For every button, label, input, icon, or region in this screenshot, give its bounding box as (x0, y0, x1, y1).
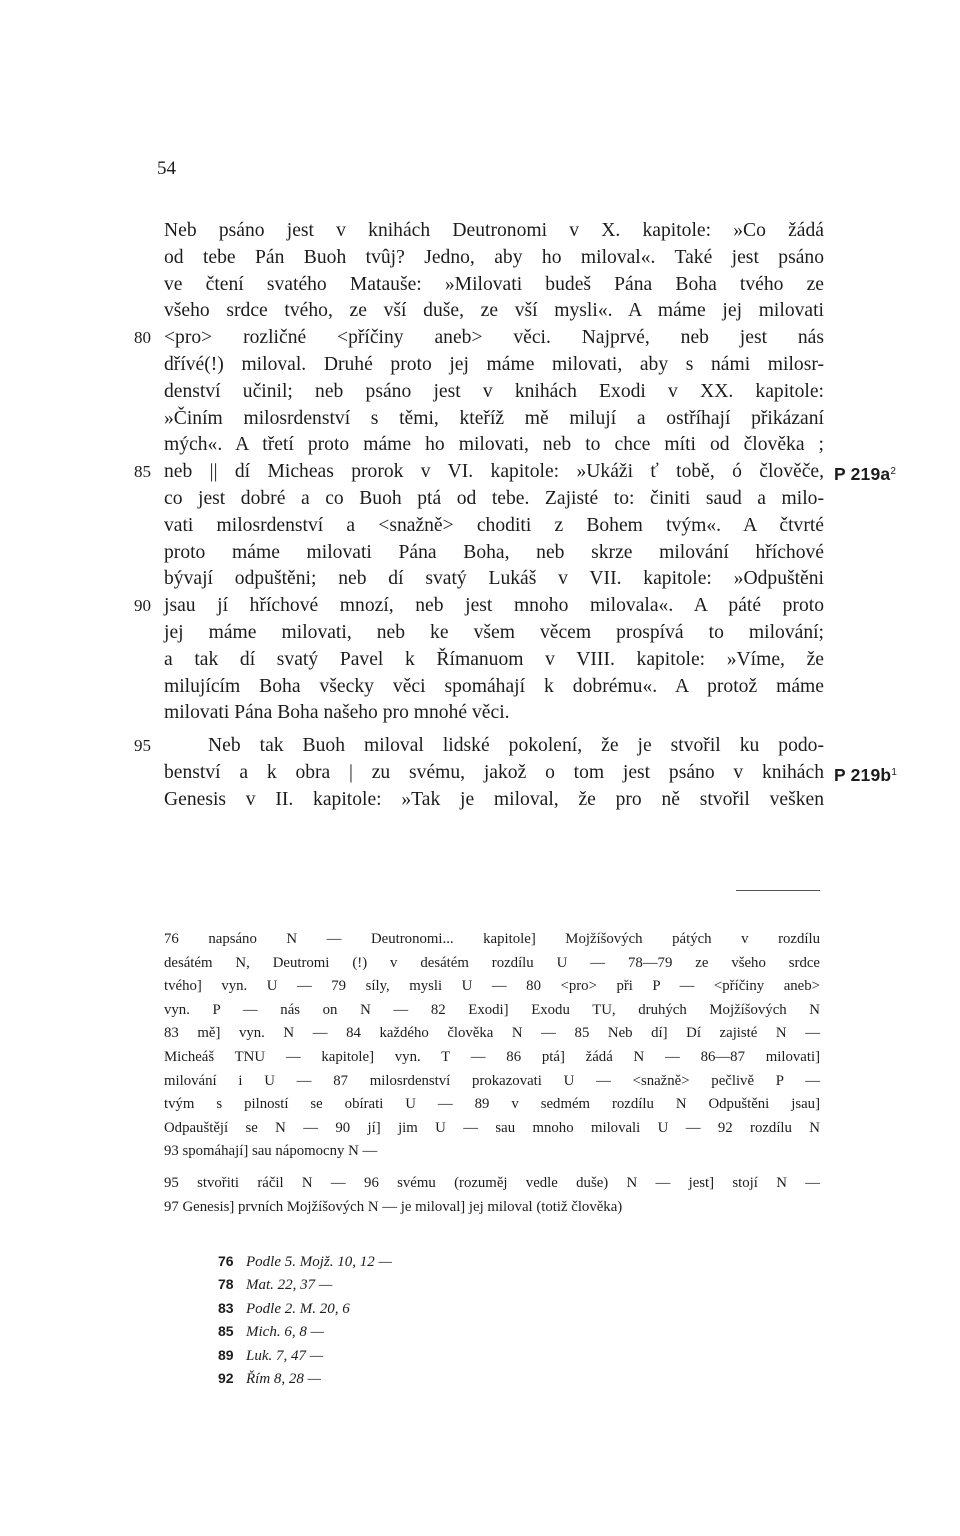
reference-list (218, 1250, 392, 1390)
text-line (134, 733, 824, 760)
reference-citation: Luk. 7, 47 — (246, 1347, 324, 1364)
text-line-content: milujícím Boha všecky věci spomáhají k dobrému«. A protož máme (164, 675, 824, 697)
reference-citation: Řím 8, 28 — (246, 1370, 321, 1387)
text-line (164, 432, 824, 459)
text-line (134, 325, 824, 352)
text-line (164, 700, 824, 727)
text-line-content: mých«. A třetí proto máme ho milovati, neb to chce míti od člověka ; (164, 434, 824, 456)
folio-label: P 219a (834, 464, 891, 485)
text-line (164, 540, 824, 567)
reference-item (218, 1273, 392, 1296)
apparatus-line: 97 Genesis] prvních Mojžíšových N — je miloval] jej miloval (totiž člověka) (164, 1198, 623, 1215)
reference-citation: Mat. 22, 37 — (246, 1277, 333, 1294)
apparatus-line: Micheáš TNU — kapitole] vyn. T — 86 ptá] žádá N — 86—87 milovati] (164, 1048, 820, 1065)
text-line (164, 352, 824, 379)
reference-citation: Podle 5. Mojž. 10, 12 — (246, 1254, 392, 1270)
apparatus-line: 76 napsáno N — Deutronomi... kapitole] Mojžíšových pátých v rozdílu (164, 931, 820, 947)
apparatus-line: tvého] vyn. U — 79 síly, mysli U — 80 <pro> při P — <příčiny aneb> (164, 978, 820, 995)
reference-citation: Mich. 6, 8 — (246, 1324, 324, 1341)
apparatus-line: tvým s pilností se obírati U — 89 v sedmém rozdílu N Odpuštěni jsau] (164, 1096, 820, 1113)
text-line (164, 513, 824, 540)
text-line-content: a tak dí svatý Pavel k Římanuom v VIII. kapitole: »Víme, že (164, 648, 824, 670)
text-line (164, 406, 824, 433)
apparatus-line: Odpauštějí se N — 90 jí] jim U — sau mnoho milovali U — 92 rozdílu N (164, 1119, 820, 1136)
apparatus-line: desátém N, Deutromi (!) v desátém rozdílu U — 78—79 ze všeho srdce (164, 954, 820, 971)
text-line-content: vati milosrdenství a <snažně> choditi z Bohem tvým«. A čtvrté (164, 514, 824, 536)
text-line (164, 218, 824, 245)
text-line (164, 566, 824, 593)
text-line-content: <pro> rozličné <příčiny aneb> věci. Najprvé, neb jest nás (164, 327, 824, 349)
text-line-content: Neb psáno jest v knihách Deutronomi v X. kapitole: »Co žádá (164, 220, 824, 241)
margin-folio-mark (834, 760, 897, 789)
apparatus-line: 83 mě] vyn. N — 84 každého člověka N — 85 Neb dí] Dí zajisté N — (164, 1025, 820, 1042)
reference-item (218, 1344, 392, 1367)
reference-line-number: 89 (218, 1346, 234, 1363)
reference-line-number: 92 (218, 1369, 234, 1386)
text-line (164, 245, 824, 272)
apparatus-line: milování i U — 87 milosrdenství prokazovati U — <snažně> pečlivě P — (164, 1072, 820, 1089)
reference-line-number: 83 (218, 1299, 234, 1316)
reference-line-number: 85 (218, 1323, 234, 1340)
line-number: 90 (134, 596, 151, 616)
main-text (134, 218, 898, 814)
folio-label: P 219b (834, 764, 892, 785)
text-line-content: bývají odpuštěni; neb dí svatý Lukáš v VII. kapitole: »Odpuštěni (164, 568, 824, 590)
text-line-content: jsau jí hříchové mnozí, neb jest mnoho milovala«. A páté proto (164, 595, 824, 617)
text-line (164, 298, 824, 325)
reference-citation: Podle 2. M. 20, 6 (246, 1300, 350, 1317)
line-number: 85 (134, 462, 151, 482)
text-line-content: všeho srdce tvého, ze vší duše, ze vší mysli«. A máme jej milovati (164, 300, 824, 322)
reference-item (218, 1297, 392, 1320)
text-line (164, 674, 824, 701)
line-number: 80 (134, 328, 151, 348)
text-line (134, 593, 824, 620)
text-line-content: »Činím milosrdenství s těmi, kteříž mě milují a ostříhají přikázaní (164, 407, 824, 429)
reference-line-number: 78 (218, 1276, 234, 1293)
text-line-content: co jest dobré a co Buoh ptá od tebe. Zajisté to: činiti saud a milo- (164, 487, 824, 509)
text-line-content: od tebe Pán Buoh tvûj? Jedno, aby ho miloval«. Také jest psáno (164, 246, 824, 268)
text-line-content: benství a k obra | zu svému, jakož o tom jest psáno v knihách (164, 761, 824, 783)
text-line-content: Genesis v II. kapitole: »Tak je miloval, že pro ně stvořil vešken (164, 788, 824, 810)
text-line (164, 787, 824, 814)
apparatus-line: 93 spomáhají] sau nápomocny N — (164, 1143, 378, 1160)
critical-apparatus (164, 928, 820, 1219)
apparatus-line: 95 stvořiti ráčil N — 96 svému (rozuměj vedle duše) N — jest] stojí N — (164, 1174, 820, 1191)
text-line (164, 272, 824, 299)
line-number: 95 (134, 736, 151, 756)
text-line-content: proto máme milovati Pána Boha, neb skrze milování hříchové (164, 541, 824, 563)
margin-folio-mark (834, 459, 896, 488)
reference-line-number: 76 (218, 1253, 234, 1269)
text-line (134, 459, 897, 486)
page-number: 54 (157, 158, 176, 179)
text-line (164, 647, 824, 674)
text-line (164, 760, 898, 787)
text-line-content: dřívé(!) miloval. Druhé proto jej máme milovati, aby s námi milosr- (164, 353, 824, 375)
text-line (164, 620, 824, 647)
reference-item (218, 1250, 392, 1273)
reference-item (218, 1367, 392, 1390)
footnote-separator (736, 890, 820, 891)
text-line-content: milovati Pána Boha našeho pro mnohé věci. (164, 702, 510, 724)
text-line-content: Neb tak Buoh miloval lidské pokolení, že je stvořil ku podo- (208, 735, 824, 757)
reference-item (218, 1320, 392, 1343)
text-line-content: neb || dí Micheas prorok v VI. kapitole: »Ukáži ť tobě, ó člověče, (164, 461, 824, 483)
text-line-content: ve čtení svatého Mataušе: »Milovati budeš Pána Boha tvého ze (164, 273, 824, 295)
text-line-content: denství učinil; neb psáno jest v knihách Exodi v XX. kapitole: (164, 380, 824, 402)
text-line (164, 379, 824, 406)
text-line-content: jej máme milovati, neb ke všem věcem prospívá to milování; (164, 621, 824, 643)
text-line (164, 486, 824, 513)
apparatus-line: vyn. P — nás on N — 82 Exodi] Exodu TU, druhých Mojžíšových N (164, 1001, 820, 1018)
folio-superscript: 2 (890, 466, 897, 478)
folio-superscript: 1 (891, 766, 898, 778)
